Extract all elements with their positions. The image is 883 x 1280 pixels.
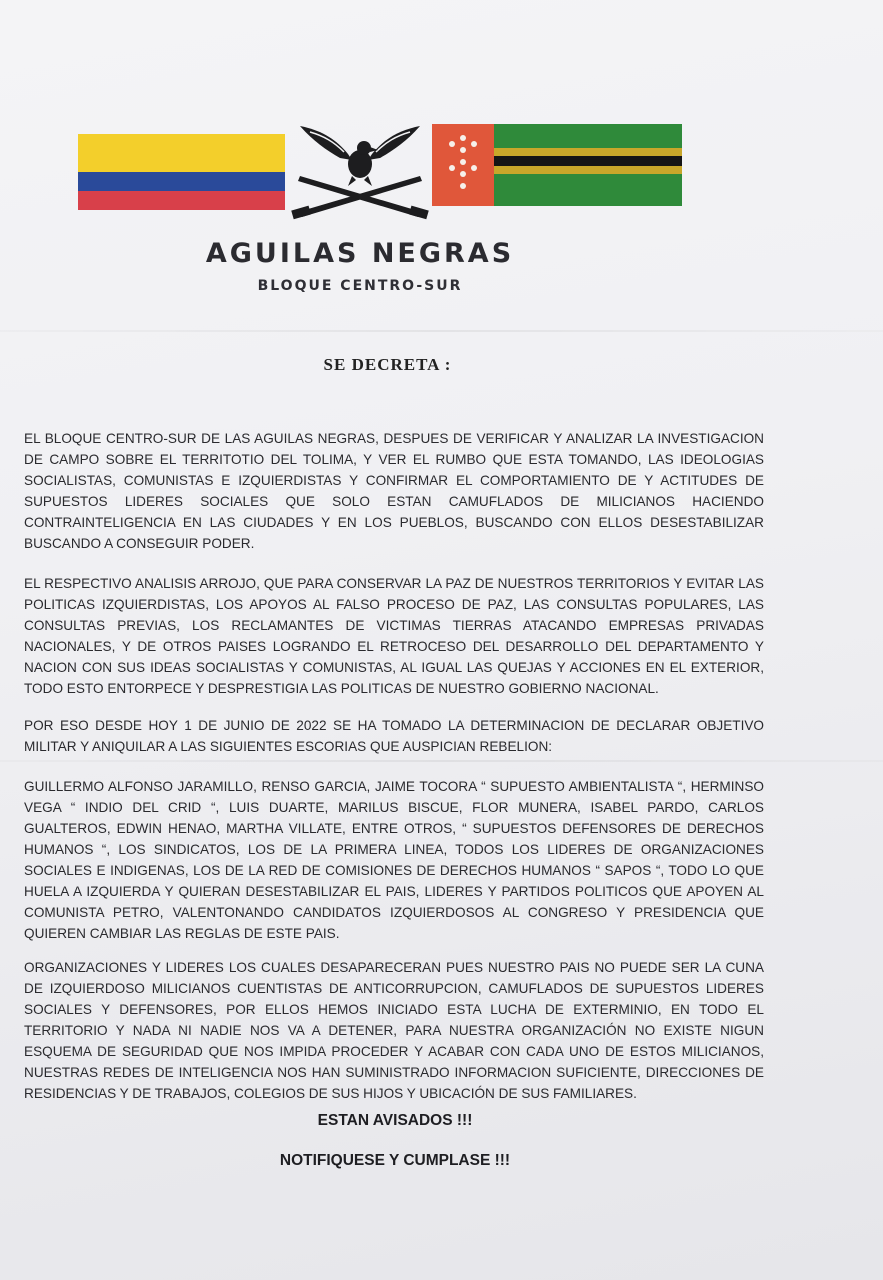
paragraph-5: ORGANIZACIONES Y LIDERES LOS CUALES DESAPARECERAN PUES NUESTRO PAIS NO PUEDE SER LA CUNA DE IZQUIERDOSO MILICIANOS CUENTISTAS DE ANTICORRUPCION, CAMUFLADOS DE SUPUESTOS LIDERES SOCIALES Y DEFENSORES, POR ELLOS HEMOS INICIADO ESTA LUCHA DE EXTERMINIO, EN TODO EL TERRITORIO Y NADA NI NADIE NOS VA A DETENER, PARA NUESTRA ORGANIZACIÓN NO EXISTE NIGUN ESQUEMA DE SEGURIDAD QUE NOS IMPIDA PROCEDER Y ACABAR CON CADA UNO DE ESTOS MILICIANOS, NUESTRAS REDES DE INTELIGENCIA NOS HAN SUMINISTRADO INFORMACION SUFICIENTE, DIRECCIONES DE RESIDENCIAS Y DE TRABAJOS, COLEGIOS DE SUS HIJOS Y UBICACIÓN DE SUS FAMILIARES. xyxy=(24,960,764,1101)
paragraph-4: GUILLERMO ALFONSO JARAMILLO, RENSO GARCIA, JAIME TOCORA “ SUPUESTO AMBIENTALISTA “, HERMINSO VEGA “ INDIO DEL CRID “, LUIS DUARTE, MARILUS BISCUE, FLOR MUNERA, ISABEL PARDO, CARLOS GUALTEROS, EDWIN HENAO, MARTHA VILLATE, ENTRE OTROS, “ SUPUESTOS DEFENSORES DE DERECHOS HUMANOS “, LOS SINDICATOS, LOS DE LA PRIMERA LINEA, TODOS LOS LIDERES DE ORGANIZACIONES SOCIALES E INDIGENAS, LOS DE LA RED DE COMISIONES DE DERECHOS HUMANOS “ SAPOS “, TODO LO QUE HUELA A IZQUIERDA Y QUIERAN DESESTABILIZAR EL PAIS, LIDERES Y PARTIDOS POLITICOS QUE APOYEN AL COMUNISTA PETRO, VALENTONANDO CANDIDATOS IZQUIERDOSOS AL CONGRESO Y PRESIDENCIA QUE QUIEREN CAMBIAR LAS REGLAS DE ESTE PAIS. xyxy=(24,779,764,941)
organization-name: AGUILAS NEGRAS xyxy=(205,238,515,269)
closing-sign-off: NOTIFIQUESE Y CUMPLASE !!! xyxy=(279,1152,511,1169)
paper-fold-line xyxy=(0,760,883,762)
paragraph-1: EL BLOQUE CENTRO-SUR DE LAS AGUILAS NEGRAS, DESPUES DE VERIFICAR Y ANALIZAR LA INVESTIGACION DE CAMPO SOBRE EL TERRITOTIO DEL TOLIMA, Y VER EL RUMBO QUE ESTA TOMANDO, LAS IDEOLOGIAS SOCIALISTAS, COMUNISTAS E IZQUIERDISTAS Y CONFIRMAR EL COMPORTAMIENTO DE Y ACTITUDES DE SUPUESTOS LIDERES SOCIALES QUE SOLO ESTAN CAMUFLADOS DE MILICIANOS HACIENDO CONTRAINTELIGENCIA EN LAS CIUDADES Y EN LOS PUEBLOS, BUSCANDO CON ELLOS DESESTABILIZAR BUSCANDO A CONSEGUIR PODER. xyxy=(24,431,764,551)
paper-fold-line xyxy=(0,330,883,332)
decree-title: SE DECRETA : xyxy=(323,355,452,374)
bloc-name: BLOQUE CENTRO-SUR xyxy=(257,278,463,294)
letterhead xyxy=(78,120,688,220)
paragraph-3: POR ESO DESDE HOY 1 DE JUNIO DE 2022 SE HA TOMADO LA DETERMINACION DE DECLARAR OBJETIVO MILITAR Y ANIQUILAR A LAS SIGUIENTES ESCORIAS QUE AUSPICIAN REBELION: xyxy=(24,718,764,754)
closing-warning: ESTAN AVISADOS !!! xyxy=(317,1112,473,1129)
tolima-flag-icon xyxy=(432,124,682,206)
eagle-crossed-rifles-icon xyxy=(290,120,430,220)
paragraph-2: EL RESPECTIVO ANALISIS ARROJO, QUE PARA CONSERVAR LA PAZ DE NUESTROS TERRITORIOS Y EVITAR LAS POLITICAS IZQUIERDISTAS, LOS APOYOS AL FALSO PROCESO DE PAZ, LAS CONSULTAS POPULARES, LAS CONSULTAS PREVIAS, LOS RECLAMANTES DE VICTIMAS TIERRAS ATACANDO EMPRESAS PRIVADAS NACIONALES, Y DE OTROS PAISES LOGRANDO EL RETROCESO DEL DESARROLLO DEL DEPARTAMENTO Y NACION CON SUS IDEAS SOCIALISTAS Y COMUNISTAS, AL IGUAL LAS QUEJAS Y ACCIONES EN EL EXTERIOR, TODO ESTO ENTORPECE Y DESPRESTIGIA LAS POLITICAS DE NUESTRO GOBIERNO NACIONAL. xyxy=(24,576,764,696)
colombia-flag-icon xyxy=(78,134,285,210)
